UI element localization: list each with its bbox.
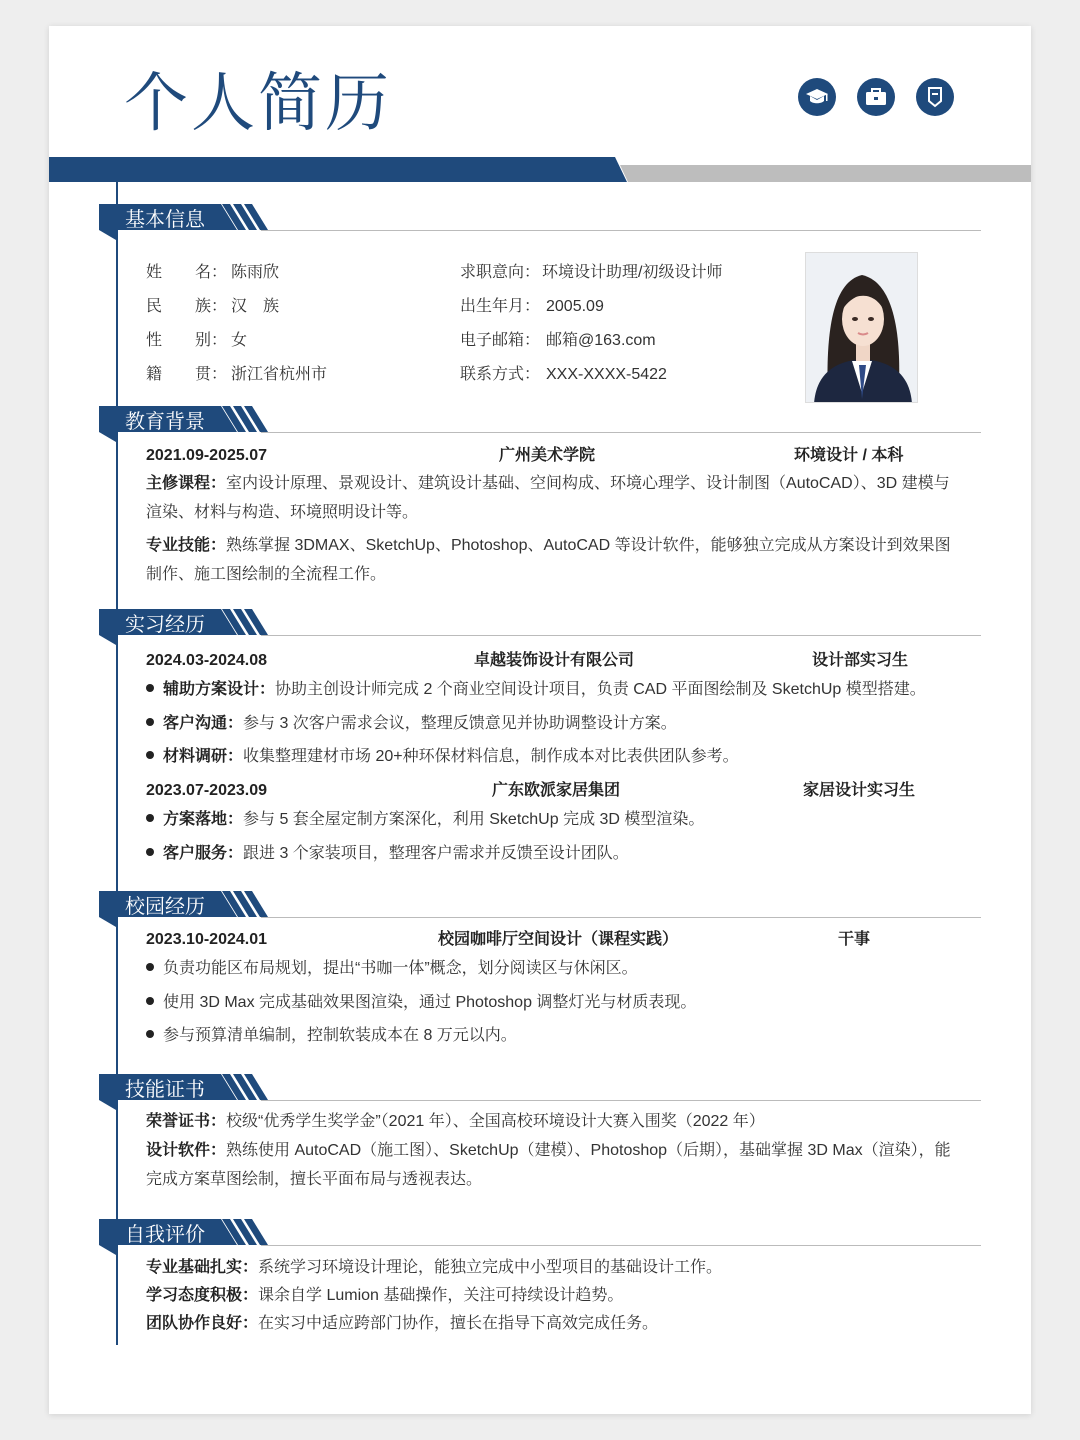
page-title: 个人简历 — [124, 67, 392, 141]
evaluation-label: 团队协作良好： — [146, 1315, 259, 1332]
name-value: 陈雨欣 — [231, 264, 280, 281]
evaluation-item — [146, 1313, 658, 1335]
campus-project: 校园咖啡厅空间设计（课程实践） — [438, 931, 679, 948]
section-divider — [261, 432, 981, 433]
list-item — [146, 679, 926, 701]
skills-label: 专业技能： — [146, 537, 227, 554]
honor-label: 荣誉证书： — [146, 1113, 227, 1130]
list-item — [146, 713, 677, 735]
education-major: 环境设计 / 本科 — [794, 447, 904, 464]
email-value: 邮箱@163.com — [546, 332, 656, 349]
bullet-text: 协助主创设计师完成 2 个商业空间设计项目，负责 CAD 平面图绘制及 SketchUp 模型搭建。 — [275, 681, 926, 698]
evaluation-text: 系统学习环境设计理论，能独立完成中小型项目的基础设计工作。 — [258, 1259, 723, 1276]
section-divider — [261, 917, 981, 918]
list-item — [146, 1025, 517, 1047]
bullet-label: 方案落地： — [163, 811, 244, 828]
bullet-text: 参与 3 次客户需求会议，整理反馈意见并协助调整设计方案。 — [243, 715, 677, 732]
section-divider — [261, 635, 981, 636]
bullet-text: 参与 5 套全屋定制方案深化，利用 SketchUp 完成 3D 模型渲染。 — [243, 811, 705, 828]
timeline-line — [116, 182, 118, 1345]
skills-text: 熟练掌握 3DMAX、SketchUp、Photoshop、AutoCAD 等设计软件，能够独立完成从方案设计到效果图制作、施工图绘制的全流程工作。 — [146, 537, 951, 583]
education-school: 广州美术学院 — [499, 447, 596, 464]
section-divider — [261, 1100, 981, 1101]
honor-line — [146, 1111, 765, 1133]
software-text: 熟练使用 AutoCAD（施工图）、SketchUp（建模）、Photoshop（后期），基础掌握 3D Max（渲染），能完成方案草图绘制，擅长平面布局与透视表达。 — [146, 1142, 951, 1188]
evaluation-item — [146, 1285, 623, 1307]
section-title: 自我评价 — [125, 1222, 205, 1246]
bullet-label: 客户沟通： — [163, 715, 244, 732]
origin-label-a: 籍 — [146, 366, 163, 383]
section-title: 技能证书 — [125, 1077, 205, 1101]
list-item — [146, 992, 696, 1014]
ethnic-label-b: 族： — [195, 298, 228, 315]
gender-value: 女 — [231, 332, 248, 349]
internship-2-company: 广东欧派家居集团 — [492, 782, 621, 799]
internship-1-role: 设计部实习生 — [812, 652, 909, 669]
courses-label: 主修课程： — [146, 475, 227, 492]
ethnic-value: 汉 族 — [231, 298, 280, 315]
list-item — [146, 958, 638, 980]
honor-text: 校级“优秀学生奖学金”（2021 年）、全国高校环境设计大赛入围奖（2022 年） — [226, 1113, 765, 1130]
software-label: 设计软件： — [146, 1142, 227, 1159]
section-title: 校园经历 — [125, 894, 205, 918]
header-icons — [798, 78, 954, 116]
gender-label-b: 别： — [195, 332, 228, 349]
section-title: 实习经历 — [125, 612, 205, 636]
phone-label: 联系方式： — [460, 366, 541, 383]
evaluation-label: 学习态度积极： — [146, 1287, 259, 1304]
intent-label: 求职意向： — [460, 264, 541, 281]
name-label-a: 姓 — [146, 264, 163, 281]
profile-photo — [805, 252, 918, 403]
section-header-basic — [99, 204, 981, 244]
bullet-text: 使用 3D Max 完成基础效果图渲染，通过 Photoshop 调整灯光与材质表现。 — [163, 994, 697, 1011]
bullet-text: 参与预算清单编制，控制软装成本在 8 万元以内。 — [163, 1027, 517, 1044]
evaluation-label: 专业基础扎实： — [146, 1259, 259, 1276]
bullet-text: 跟进 3 个家装项目，整理客户需求并反馈至设计团队。 — [243, 845, 629, 862]
campus-period: 2023.10-2024.01 — [146, 931, 267, 948]
briefcase-icon — [857, 78, 895, 116]
section-header-evaluation — [99, 1219, 981, 1259]
phone-value: XXX-XXXX-5422 — [546, 366, 667, 383]
internship-2-role: 家居设计实习生 — [803, 782, 916, 799]
courses-text: 室内设计原理、景观设计、建筑设计基础、空间构成、环境心理学、设计制图（AutoCAD）、3D 建模与渲染、材料与构造、环境照明设计等。 — [146, 475, 950, 521]
bullet-label: 材料调研： — [163, 748, 244, 765]
section-header-campus — [99, 891, 981, 931]
section-header-education — [99, 406, 981, 446]
ethnic-label-a: 民 — [146, 298, 163, 315]
name-label-b: 名： — [195, 264, 228, 281]
origin-label-b: 贯： — [195, 366, 228, 383]
badge-icon — [916, 78, 954, 116]
list-item — [146, 843, 629, 865]
intent-value: 环境设计助理/初级设计师 — [542, 264, 723, 281]
birth-value: 2005.09 — [546, 298, 604, 315]
evaluation-item — [146, 1257, 722, 1279]
bullet-label: 客户服务： — [163, 845, 244, 862]
education-skills — [146, 531, 958, 589]
birth-label: 出生年月： — [460, 298, 541, 315]
section-title: 教育背景 — [125, 409, 205, 433]
education-courses — [146, 469, 958, 527]
section-divider — [261, 230, 981, 231]
campus-role: 干事 — [838, 931, 871, 948]
section-divider — [261, 1245, 981, 1246]
bullet-text: 负责功能区布局规划，提出“书咖一体”概念，划分阅读区与休闲区。 — [163, 960, 638, 977]
email-label: 电子邮箱： — [460, 332, 541, 349]
section-header-skills — [99, 1074, 981, 1114]
internship-1-company: 卓越装饰设计有限公司 — [474, 652, 635, 669]
section-title: 基本信息 — [125, 207, 205, 231]
section-header-internship — [99, 609, 981, 649]
gender-label-a: 性 — [146, 332, 163, 349]
list-item — [146, 746, 739, 768]
header-band — [49, 157, 1031, 182]
software-paragraph — [146, 1136, 958, 1194]
internship-2-period: 2023.07-2023.09 — [146, 782, 267, 799]
bullet-text: 收集整理建材市场 20+种环保材料信息，制作成本对比表供团队参考。 — [243, 748, 739, 765]
bullet-label: 辅助方案设计： — [163, 681, 276, 698]
graduation-cap-icon — [798, 78, 836, 116]
origin-value: 浙江省杭州市 — [231, 366, 328, 383]
evaluation-text: 在实习中适应跨部门协作，擅长在指导下高效完成任务。 — [258, 1315, 659, 1332]
list-item — [146, 809, 704, 831]
internship-1-period: 2024.03-2024.08 — [146, 652, 267, 669]
evaluation-text: 课余自学 Lumion 基础操作，关注可持续设计趋势。 — [258, 1287, 624, 1304]
education-period: 2021.09-2025.07 — [146, 447, 267, 464]
